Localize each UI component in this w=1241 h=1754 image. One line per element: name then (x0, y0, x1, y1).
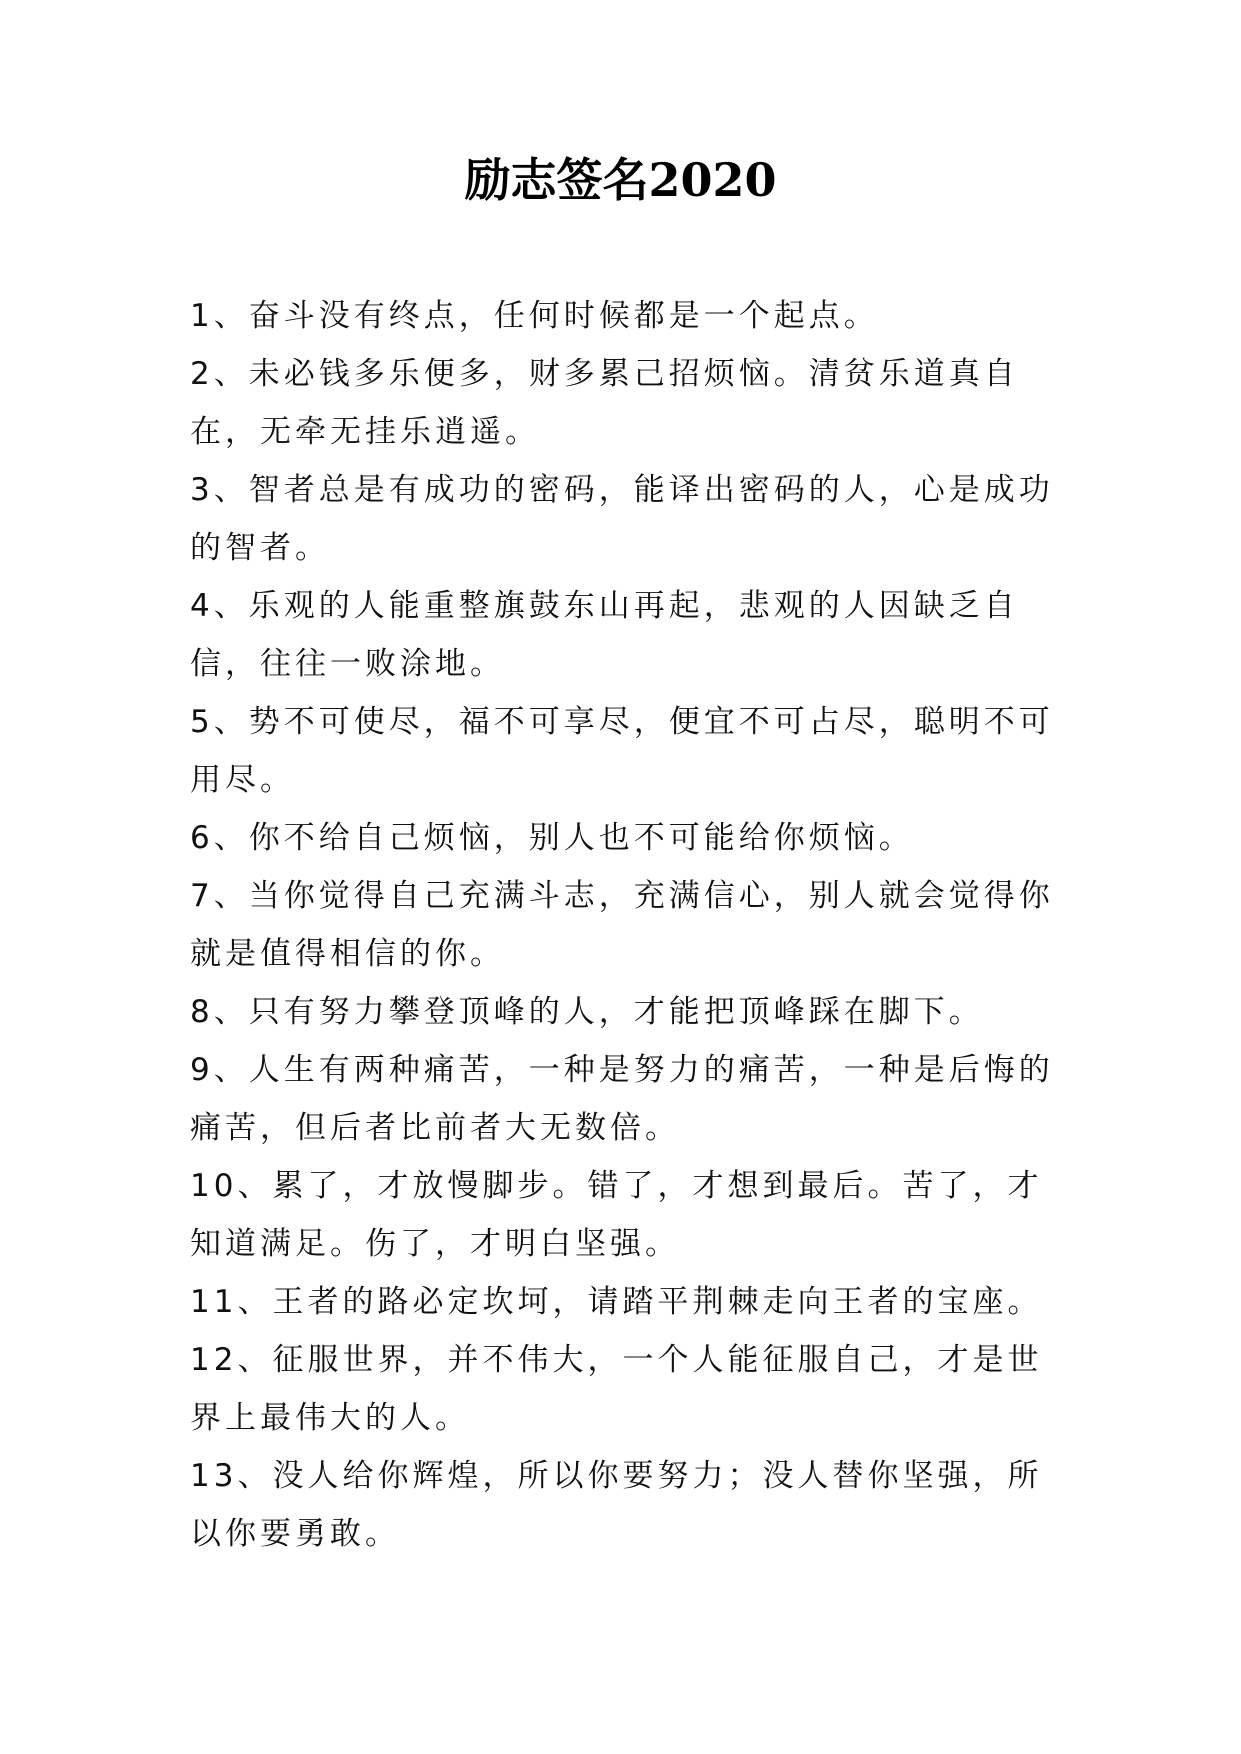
paragraph-13: 13、没人给你辉煌，所以你要努力；没人替你坚强，所以你要勇敢。 (190, 1458, 1043, 1552)
paragraph-5: 5、势不可使尽，福不可享尽，便宜不可占尽，聪明不可用尽。 (190, 704, 1054, 798)
paragraph-9: 9、人生有两种痛苦，一种是努力的痛苦，一种是后悔的痛苦，但后者比前者大无数倍。 (190, 1052, 1054, 1146)
page-title: 励志签名2020 (464, 153, 777, 207)
paragraph-10: 10、累了，才放慢脚步。错了，才想到最后。苦了，才知道满足。伤了，才明白坚强。 (190, 1168, 1043, 1262)
paragraph-7: 7、当你觉得自己充满斗志，充满信心，别人就会觉得你就是值得相信的你。 (190, 878, 1054, 972)
paragraph-1: 1、奋斗没有终点，任何时候都是一个起点。 (190, 298, 879, 334)
paragraph-2: 2、未必钱多乐便多，财多累己招烦恼。清贫乐道真自在，无牵无挂乐逍遥。 (190, 356, 1019, 450)
paragraph-12: 12、征服世界，并不伟大，一个人能征服自己，才是世界上最伟大的人。 (190, 1342, 1043, 1436)
document-body (190, 287, 1060, 1563)
paragraph-4: 4、乐观的人能重整旗鼓东山再起，悲观的人因缺乏自信，往往一败涂地。 (190, 588, 1019, 682)
paragraph-11: 11、王者的路必定坎坷，请踏平荆棘走向王者的宝座。 (190, 1284, 1043, 1320)
paragraph-6: 6、你不给自己烦恼，别人也不可能给你烦恼。 (190, 820, 914, 856)
paragraph-3: 3、智者总是有成功的密码，能译出密码的人，心是成功的智者。 (190, 472, 1054, 566)
paragraph-8: 8、只有努力攀登顶峰的人，才能把顶峰踩在脚下。 (190, 994, 984, 1030)
